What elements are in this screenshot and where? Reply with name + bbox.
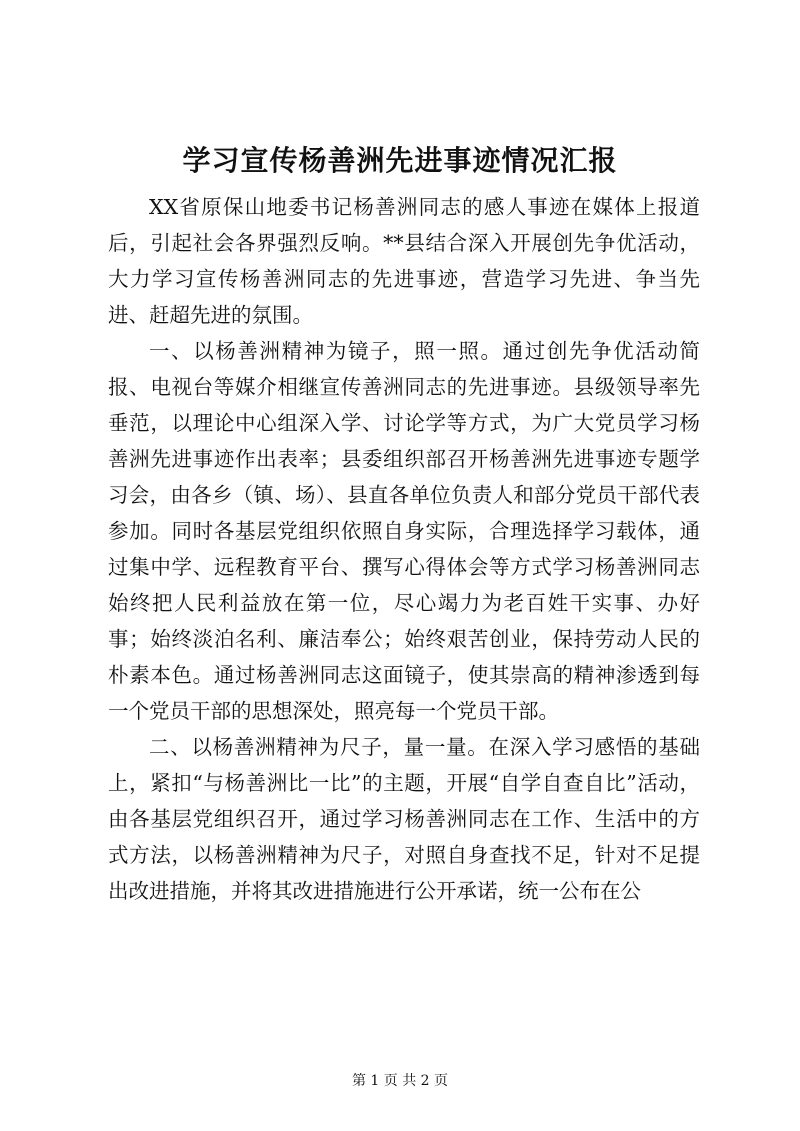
paragraph-intro: XX省原保山地委书记杨善洲同志的感人事迹在媒体上报道后，引起社会各界强烈反响。**县结合深入开展创先争优活动，大力学习宣传杨善洲同志的先进事迹，营造学习先进、争当先进、赶超先进的氛围。 <box>108 195 700 327</box>
paragraph-section-one: 一、以杨善洲精神为镜子，照一照。通过创先争优活动简报、电视台等媒介相继宣传善洲同志的先进事迹。县级领导率先垂范，以理论中心组深入学、讨论学等方式，为广大党员学习杨善洲先进事迹作出表率；县委组织部召开杨善洲先进事迹专题学习会，由各乡（镇、场）、县直各单位负责人和部分党员干部代表参加。同时各基层党组织依照自身实际，合理选择学习载体，通过集中学、远程教育平台、撰写心得体会等方式学习杨善洲同志始终把人民利益放在第一位，尽心竭力为老百姓干实事、办好事；始终淡泊名利、廉洁奉公；始终艰苦创业，保持劳动人民的朴素本色。通过杨善洲同志这面镜子，使其崇高的精神渗透到每一个党员干部的思想深处，照亮每一个党员干部。 <box>108 339 700 723</box>
document-title: 学习宣传杨善洲先进事迹情况汇报 <box>182 144 618 177</box>
document-body <box>108 189 700 909</box>
paragraph-section-two: 二、以杨善洲精神为尺子，量一量。在深入学习感悟的基础上，紧扣“与杨善洲比一比”的主题，开展“自学自查自比”活动，由各基层党组织召开，通过学习杨善洲同志在工作、生活中的方式方法，以杨善洲精神为尺子，对照自身查找不足，针对不足提出改进措施，并将其改进措施进行公开承诺，统一公布在公 <box>108 735 700 903</box>
page-number-footer: 第 1 页 共 2 页 <box>351 1073 449 1089</box>
